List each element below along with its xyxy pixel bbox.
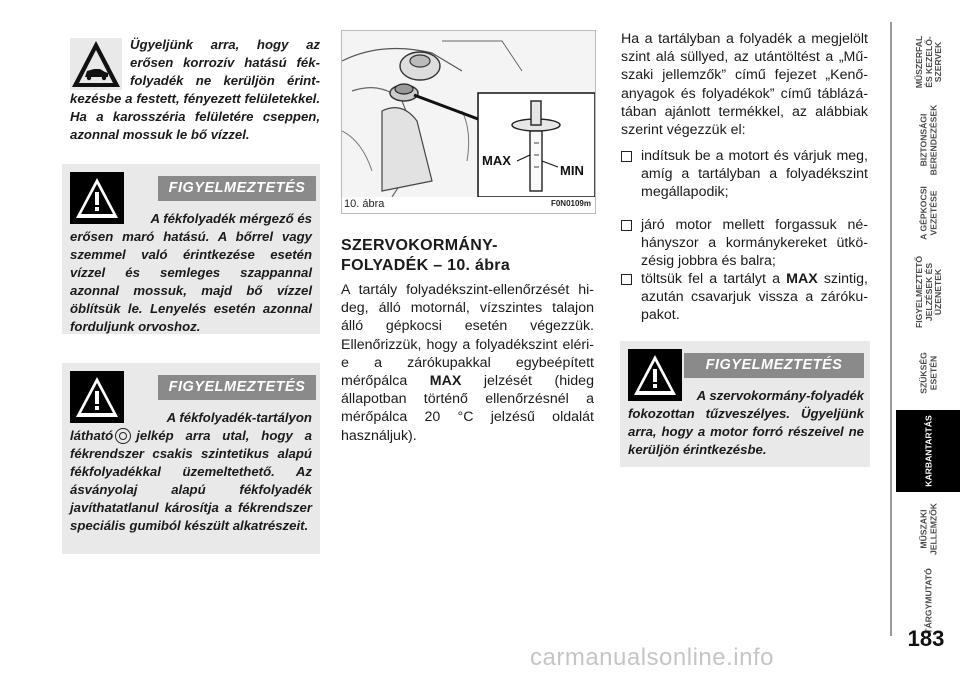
tab-warnings[interactable] (890, 248, 960, 336)
tab-dashboard[interactable] (890, 22, 960, 102)
tab-label: SZÜKSÉG ESETÉN (918, 352, 938, 394)
bullet-text (641, 270, 868, 325)
warning-text: fokozottan tűzveszélyes. Ügyeljünk arra, hogy a motor forró részeivel ne kerüljön érintkezésbe. (628, 406, 864, 457)
watermark: carmanualsonline.info (530, 644, 774, 671)
warning-line-1: A fékfolyadék-tartályon (166, 410, 312, 425)
bullet-text: járó motor mellett forgassuk néhányszor a kormánykereket ütközésig jobbra és balra; (641, 217, 868, 270)
warning-triangle-icon (628, 349, 682, 401)
figure-code: F0N0109m (550, 199, 591, 208)
section-heading (341, 236, 594, 276)
warning-text: fékrendszer csakis szintetikus alapú fékfolyadékkal üzemeltethető. Az ásványolaj alapú fékfolyadék javíthatatlanul károsítja a fékrendszer speciális gumiból készült alkatrészeit. (70, 446, 312, 533)
body-text-end: jelzését (hideg állapotban történő ellenőrzésnél a mérőpálca 20 °C jelzésű oldalát használjuk). (341, 373, 594, 444)
note-line-2: erősen korrozív hatású fék- (130, 55, 320, 70)
tab-specifications[interactable] (890, 492, 960, 566)
warning-line-2 (70, 427, 312, 445)
checkbox-bullet-icon (621, 274, 632, 285)
tab-label: MŰSZERFAL ÉS KEZELŐ- SZERVEK (913, 35, 943, 89)
checkbox-bullet-icon (621, 151, 632, 162)
reservoir-figure (341, 30, 596, 214)
figure-caption: 10. ábra (344, 198, 385, 210)
car-paint-icon (70, 38, 122, 90)
warning-box-flammable (620, 341, 870, 467)
warning-box-toxic (62, 164, 320, 334)
tab-safety[interactable] (890, 102, 960, 178)
page-number: 183 (907, 626, 945, 651)
note-text: kezésbe a festett, fényezett felületekkel. Ha a karosszéria felületére cseppen, azonnal mossuk le bő vízzel. (70, 91, 320, 142)
bullet-item-1 (621, 147, 868, 203)
section-body (341, 281, 594, 445)
warning-heading: FIGYELMEZTETÉS (684, 353, 864, 378)
warning-line-2-start: látható (70, 428, 114, 443)
note-line-3: folyadék ne kerüljön érint- (130, 73, 320, 88)
bullet-item-2 (621, 216, 868, 272)
warning-heading: FIGYELMEZTETÉS (158, 375, 316, 400)
max-word: MAX (429, 373, 462, 390)
brake-fluid-symbol-icon (115, 428, 131, 444)
warning-box-synthetic (62, 363, 320, 554)
tab-label: BIZTONSÁGI BERENDEZÉSEK (918, 104, 938, 176)
section-heading-line-1: SZERVOKORMÁNY- (341, 237, 498, 254)
max-label: MAX (482, 153, 511, 168)
warning-triangle-icon (70, 371, 124, 423)
warning-triangle-icon (70, 172, 124, 224)
min-label: MIN (560, 163, 584, 178)
bullet-text-start: töltsük fel a tartályt a (641, 271, 780, 287)
tab-label: MŰSZAKI JELLEMZŐK (918, 502, 938, 556)
tab-label: FIGYELMEZTETŐ JELZÉSEK ÉS ÜZENETEK (913, 255, 943, 329)
warning-line-1: A szervokormány-folyadék (696, 388, 864, 403)
bullet-text: indítsuk be a motort és várjuk meg, amíg a tartályban a folyadékszint megállapodik; (641, 148, 868, 201)
intro-text: Ha a tartályban a folyadék a megjelölt szint alá süllyed, az utántöltést a „Műszaki jellemzők” című fejezet „Kenőanyagok és folyadékok” című táblázátában ajánlott termékkel, az alábbiak szerint végezzük el: (621, 31, 868, 139)
tab-maintenance[interactable] (890, 410, 960, 492)
note-line-1: Ügyeljünk arra, hogy az (130, 37, 320, 52)
checkbox-bullet-icon (621, 220, 632, 231)
tab-driving[interactable] (890, 178, 960, 248)
warning-text: erősen maró hatású. A bőrrel vagy szemmel való érintkezése esetén vízzel és semleges szappannal azonnal mossuk, majd bő vízzel öblítsük le. Lenyelés esetén azonnal forduljunk orvoshoz. (70, 229, 312, 334)
warning-line-1: A fékfolyadék mérgező és (150, 211, 312, 226)
section-heading-line-2: FOLYADÉK – 10. ábra (341, 257, 511, 274)
warning-heading: FIGYELMEZTETÉS (158, 176, 316, 201)
tab-label: A GÉPKOCSI VEZETÉSE (918, 186, 938, 240)
bullet-text-end: szintig, azután csavarjuk vissza a zárókupakot. (641, 271, 868, 324)
warning-line-2-end: jelkép arra utal, hogy a (136, 428, 312, 443)
tab-label: KARBANTARTÁS (923, 415, 934, 487)
tab-emergency[interactable] (890, 336, 960, 410)
tab-label: TÁRGYMUTATÓ (923, 568, 934, 634)
body-text: A tartály folyadékszint-ellenőrzését hideg, álló motornál, vízszintes talajon álló gépkocsi esetén végezzük. Ellenőrizzük, hogy a folyadékszint eléri-e a zárókupakkal egybeépített mérőpálca (341, 282, 594, 390)
bullet-item-3 (621, 270, 868, 326)
max-word: MAX (786, 271, 818, 287)
